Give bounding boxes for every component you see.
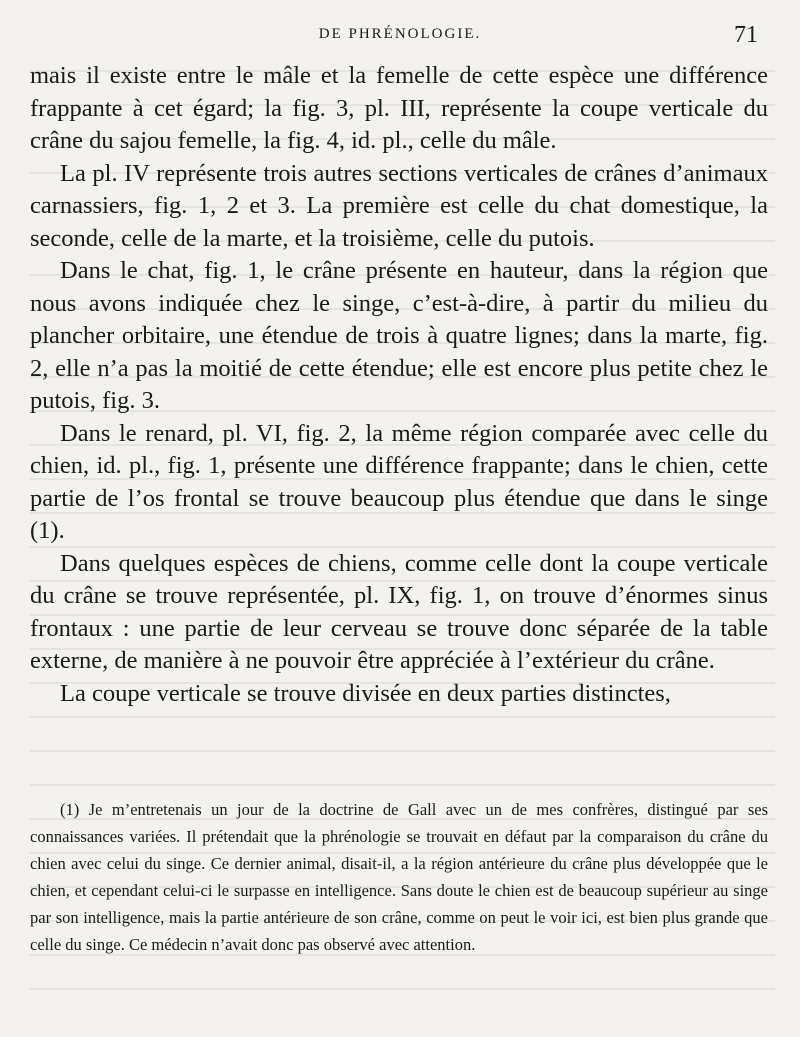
page-header	[0, 22, 800, 50]
paragraph: Dans quelques espèces de chiens, comme celle dont la coupe verticale du crâne se trouve représentée, pl. IX, fig. 1, on trouve d’énormes sinus frontaux : une partie de leur cerveau se trouve donc séparée de la table externe, de manière à ne pouvoir être appréciée à l’extérieur du crâne.	[30, 549, 768, 674]
running-title: DE PHRÉNOLOGIE.	[318, 26, 482, 42]
page-number: 71	[734, 22, 758, 48]
footnote	[30, 796, 768, 958]
paragraph: Dans le chat, fig. 1, le crâne présente en hauteur, dans la région que nous avons indiquée chez le singe, c’est-à-dire, à partir du milieu du plancher orbitaire, une étendue de trois à quatre lignes; dans la marte, fig. 2, elle n’a pas la moitié de cette étendue; elle est encore plus petite chez le putois, fig. 3.	[30, 257, 768, 414]
footnote-paragraph: (1) Je m’entretenais un jour de la doctrine de Gall avec un de mes confrères, distingué par ses connaissances variées. Il prétendait que la phrénologie se trouvait en défaut par la comparaison du crâne du chien avec celui du singe. Ce dernier animal, disait-il, a la région antérieure du crâne plus développée que le chien, et cependant celui-ci le surpasse en intelligence. Sans doute le chien est de beaucoup supérieur au singe par son intelligence, mais la partie antérieure de son crâne, comme on peut le voir ici, est bien plus grande que celle du singe. Ce médecin n’avait donc pas observé avec attention.	[30, 800, 768, 954]
paragraph: Dans le renard, pl. VI, fig. 2, la même région comparée avec celle du chien, id. pl., fig. 1, présente une différence frappante; dans le chien, cette partie de l’os frontal se trouve beaucoup plus étendue que dans le singe (1).	[30, 419, 768, 544]
paragraph: mais il existe entre le mâle et la femelle de cette espèce une différence frappante à cet égard; la fig. 3, pl. III, représente la coupe verticale du crâne du sajou femelle, la fig. 4, id. pl., celle du mâle.	[30, 62, 768, 154]
main-text	[30, 60, 768, 710]
paragraph: La coupe verticale se trouve divisée en deux parties distinctes,	[60, 679, 671, 707]
paragraph: La pl. IV représente trois autres sections verticales de crânes d’animaux carnassiers, fig. 1, 2 et 3. La première est celle du chat domestique, la seconde, celle de la marte, et la troisième, celle du putois.	[30, 159, 768, 252]
